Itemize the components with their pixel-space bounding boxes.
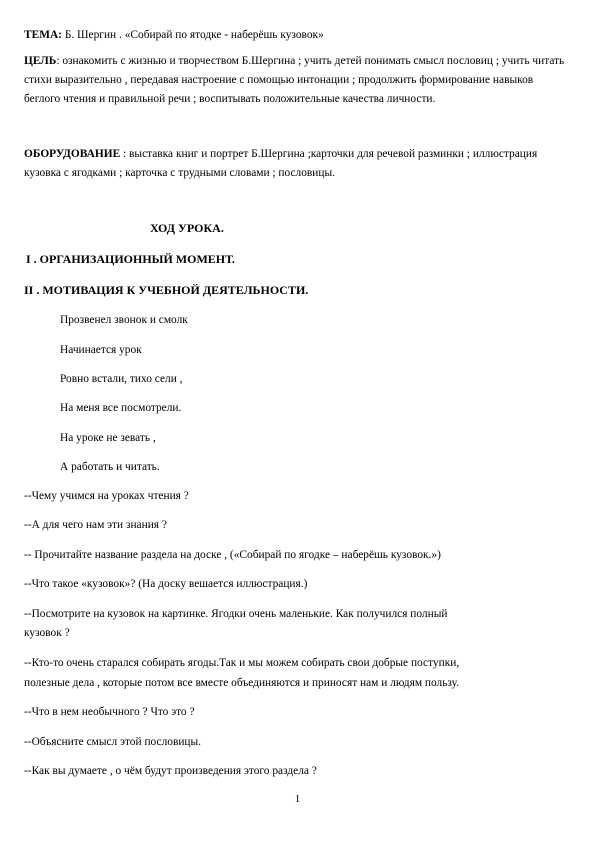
topic-line [24, 28, 572, 43]
section-heading-1: I . ОРГАНИЗАЦИОННЫЙ МОМЕНТ. [26, 252, 235, 266]
section-heading-2: II . МОТИВАЦИЯ К УЧЕБНОЙ ДЕЯТЕЛЬНОСТИ. [24, 283, 309, 297]
goal-label: ЦЕЛЬ [24, 55, 57, 67]
lesson-title: ХОД УРОКА. [150, 221, 224, 235]
question-line: полезные дела , которые потом все вместе объединяются и приносят нам и людям пользу. [24, 677, 460, 689]
equipment-paragraph [24, 145, 572, 183]
poem-line: Начинается урок [60, 344, 142, 356]
poem-line: Прозвенел звонок и смолк [60, 314, 188, 326]
poem-line: Ровно встали, тихо сели , [60, 373, 183, 385]
question-line: кузовок ? [24, 627, 70, 639]
page-number: 1 [294, 793, 301, 805]
question-line: --Посмотрите на кузовок на картинке. Ягодки очень маленькие. Как получился полный [24, 608, 448, 620]
topic-text: Б. Шергин . «Собирай по ятодке - наберёшь кузовок» [61, 29, 324, 41]
question-line: --Чему учимся на уроках чтения ? [24, 490, 189, 502]
question-line: --Кто-то очень старался собирать ягоды.Так и мы можем собирать свои добрые поступки, [24, 657, 460, 669]
poem-line: На уроке не зевать , [60, 432, 156, 444]
question-line: --Объясните смысл этой пословицы. [24, 736, 202, 748]
question-line: --Что в нем необычного ? Что это ? [24, 706, 195, 718]
goal-text: : ознакомить с жизнью и творчеством Б.Шергина ; учить детей понимать смысл пословиц ; учить читать стихи выразительно , передавая настроение с помощью интонации ; продолжить формирование навыков беглого чтения и правильной речи ; воспитывать положительные качества личности. [24, 55, 565, 105]
goal-paragraph [24, 52, 572, 109]
question-line: --Что такое «кузовок»? (На доску вешается иллюстрация.) [24, 578, 308, 590]
question-line: --Как вы думаете , о чём будут произведения этого раздела ? [24, 765, 317, 777]
equipment-label: ОБОРУДОВАНИЕ [24, 148, 121, 160]
poem-line: А работать и читать. [60, 461, 160, 473]
equipment-text: : выставка книг и портрет Б.Шергина ;карточки для речевой разминки ; иллюстрация кузовка с ягодками ; карточка с трудными словами ; пословицы. [24, 148, 538, 179]
topic-label: ТЕМА: [24, 29, 62, 41]
question-line: --А для чего нам эти знания ? [24, 519, 167, 531]
question-line: -- Прочитайте название раздела на доске , («Собирай по ягодке – наберёшь кузовок.») [24, 549, 441, 561]
poem-line: На меня все посмотрели. [60, 402, 182, 414]
